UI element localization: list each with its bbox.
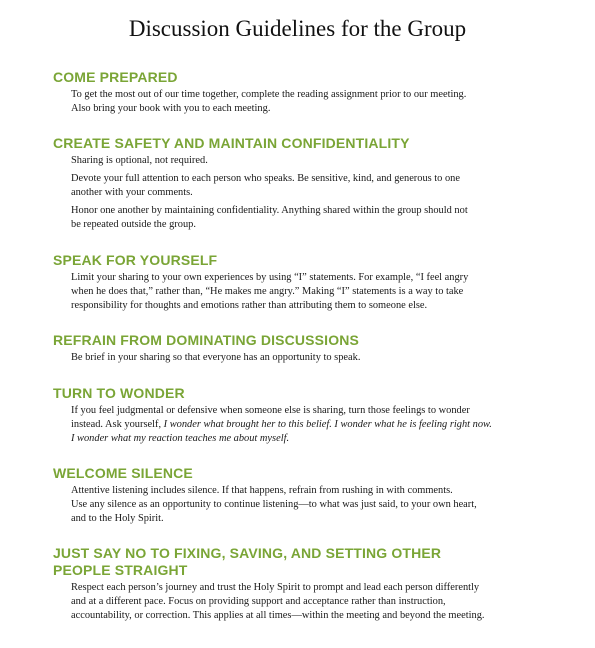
section-paragraph — [71, 484, 573, 526]
section-heading: WELCOME SILENCE — [53, 465, 193, 481]
text-line: and at a different pace. Focus on providing support and acceptance rather than instruction, — [71, 596, 446, 607]
text-line: responsibility for thoughts and emotions rather than attributing them to someone else. — [71, 300, 428, 311]
heading-line: PEOPLE STRAIGHT — [53, 562, 188, 578]
text-plain: instead. Ask yourself, — [71, 419, 164, 430]
section-heading: COME PREPARED — [53, 69, 178, 85]
section-welcome-silence — [53, 465, 573, 526]
text-line: Honor one another by maintaining confidentiality. Anything shared within the group should not — [71, 205, 468, 216]
section-turn-to-wonder — [53, 385, 573, 446]
section-paragraph — [71, 204, 573, 232]
section-paragraph — [71, 351, 573, 365]
text-line: Attentive listening includes silence. If that happens, refrain from rushing in with comments. — [71, 485, 453, 496]
text-line: Be brief in your sharing so that everyone has an opportunity to speak. — [71, 352, 361, 363]
heading-line: JUST SAY NO TO FIXING, SAVING, AND SETTING OTHER — [53, 545, 442, 561]
text-italic: I wonder what brought her to this belief. I wonder what he is feeling right now. — [163, 419, 492, 430]
section-heading — [53, 545, 573, 579]
text-line: and to the Holy Spirit. — [71, 513, 164, 524]
section-paragraph — [71, 271, 573, 313]
text-line: Use any silence as an opportunity to continue listening—to what was just said, to your own heart, — [71, 499, 477, 510]
text-line — [71, 418, 573, 432]
text-italic: I wonder what my reaction teaches me about myself. — [71, 433, 290, 444]
text-line: Also bring your book with you to each meeting. — [71, 103, 271, 114]
section-come-prepared — [53, 69, 573, 116]
text-line: Sharing is optional, not required. — [71, 155, 208, 166]
section-paragraph — [71, 172, 573, 200]
text-line: be repeated outside the group. — [71, 219, 196, 230]
section-heading: TURN TO WONDER — [53, 385, 185, 401]
section-paragraph — [71, 581, 573, 623]
section-safety-confidentiality — [53, 135, 573, 232]
text-line: Limit your sharing to your own experiences by using “I” statements. For example, “I feel angry — [71, 272, 469, 283]
text-line: Respect each person’s journey and trust the Holy Spirit to prompt and lead each person differently — [71, 582, 480, 593]
text-line: If you feel judgmental or defensive when someone else is sharing, turn those feelings to wonder — [71, 405, 470, 416]
section-heading: SPEAK FOR YOURSELF — [53, 252, 218, 268]
section-speak-for-yourself — [53, 252, 573, 313]
section-just-say-no — [53, 545, 573, 623]
text-line: accountability, or correction. This applies at all times—within the meeting and beyond the meeting. — [71, 610, 485, 621]
section-paragraph — [71, 154, 573, 168]
text-line: Devote your full attention to each person who speaks. Be sensitive, kind, and generous to one — [71, 173, 460, 184]
text-line: another with your comments. — [71, 187, 193, 198]
text-line — [71, 432, 573, 446]
section-refrain-dominating — [53, 332, 573, 365]
section-paragraph — [71, 404, 573, 446]
section-paragraph — [71, 88, 573, 116]
section-heading: REFRAIN FROM DOMINATING DISCUSSIONS — [53, 332, 359, 348]
text-line: To get the most out of our time together, complete the reading assignment prior to our meeting. — [71, 89, 467, 100]
page-title: Discussion Guidelines for the Group — [128, 16, 467, 41]
section-heading: CREATE SAFETY AND MAINTAIN CONFIDENTIALITY — [53, 135, 410, 151]
text-line: when he does that,” rather than, “He makes me angry.” Making “I” statements is a way to take — [71, 286, 464, 297]
